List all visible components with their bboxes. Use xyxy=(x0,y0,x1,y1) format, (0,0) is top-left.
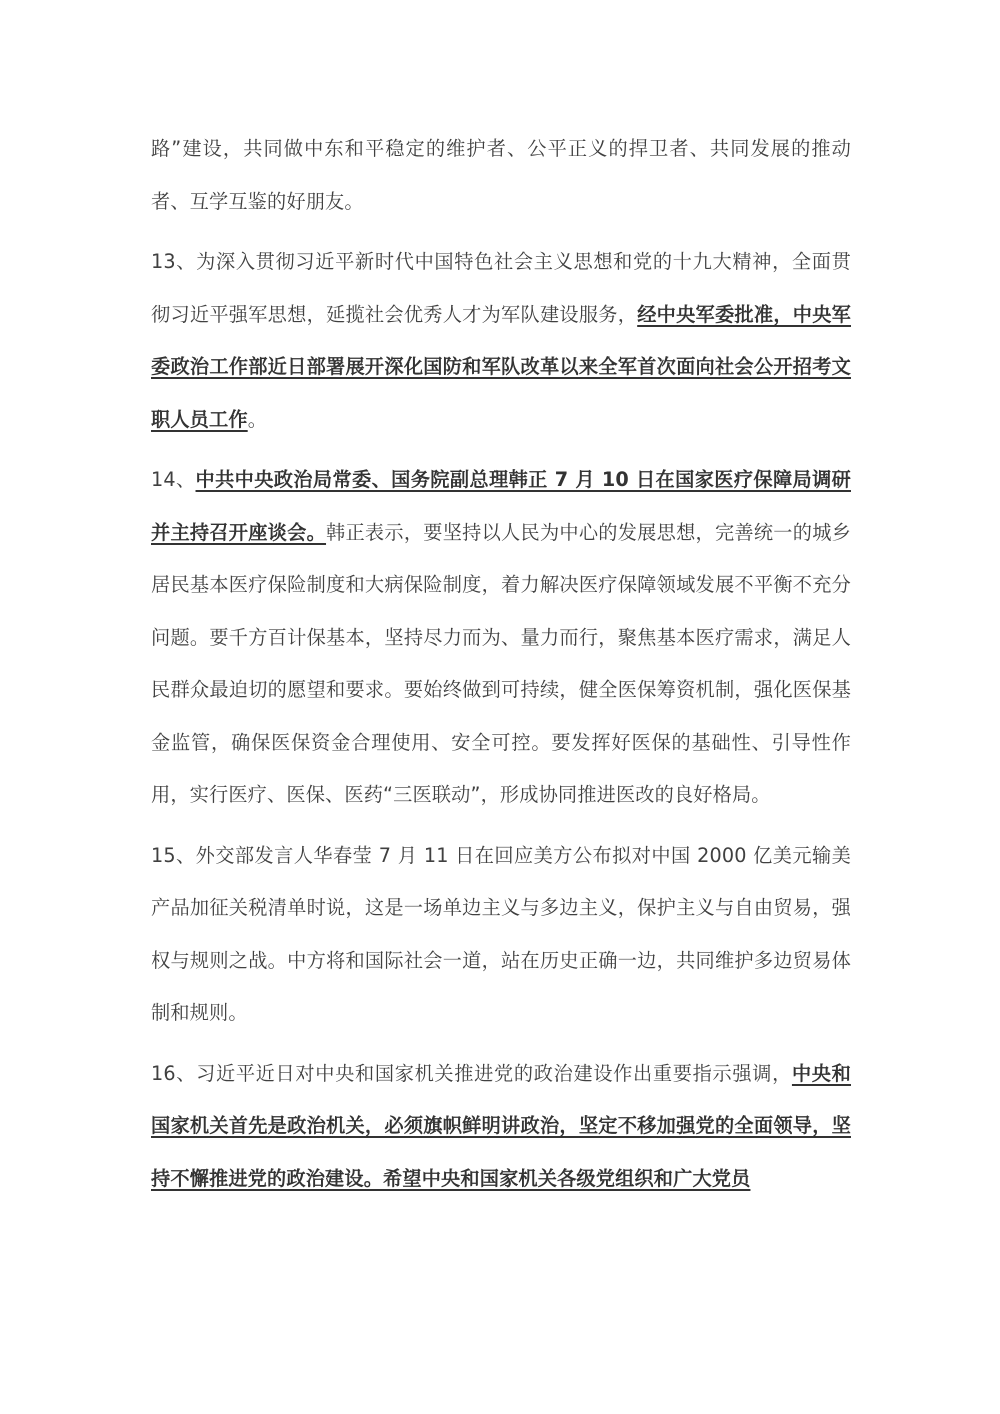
paragraph-text: 14、 xyxy=(151,468,196,491)
paragraph-13 xyxy=(151,236,851,446)
paragraph-15 xyxy=(151,830,851,1040)
paragraph-14 xyxy=(151,454,851,822)
paragraph-text: 13、为深入贯彻习近平新时代中国特色社会主义思想和党的十九大精神，全面贯彻习近平强军思想，延揽社会优秀人才为军队建设服务， xyxy=(151,250,851,326)
paragraph-text: 路”建设，共同做中东和平稳定的维护者、公平正义的捍卫者、共同发展的推动者、互学互鉴的好朋友。 xyxy=(151,137,851,213)
highlighted-text: 中共中央政治局常委、国务院副总理韩正 7 月 10 日在国家医疗保障局调研并主持召开座谈会。 xyxy=(151,468,851,544)
highlighted-text: 经中央军委批准，中央军委政治工作部近日部署展开深化国防和军队改革以来全军首次面向社会公开招考文职人员工作 xyxy=(151,302,851,431)
highlighted-text: 中央和国家机关首先是政治机关，必须旗帜鲜明讲政治，坚定不移加强党的全面领导，坚持不懈推进党的政治建设。希望中央和国家机关各级党组织和广大党员 xyxy=(151,1061,851,1190)
paragraph-text: 。 xyxy=(247,407,268,431)
paragraph-text: 韩正表示，要坚持以人民为中心的发展思想，完善统一的城乡居民基本医疗保险制度和大病保险制度，着力解决医疗保障领域发展不平衡不充分问题。要千方百计保基本，坚持尽力而为、量力而行，聚焦基本医疗需求，满足人民群众最迫切的愿望和要求。要始终做到可持续，健全医保筹资机制，强化医保基金监管，确保医保资金合理使用、安全可控。要发挥好医保的基础性、引导性作用，实行医疗、医保、医药“三医联动”，形成协同推进医改的良好格局。 xyxy=(151,520,851,806)
document-page xyxy=(151,123,851,1213)
paragraph-16 xyxy=(151,1048,851,1206)
paragraph-12-continuation xyxy=(151,123,851,228)
paragraph-text: 16、习近平近日对中央和国家机关推进党的政治建设作出重要指示强调， xyxy=(151,1061,792,1085)
paragraph-text: 15、外交部发言人华春莹 7 月 11 日在回应美方公布拟对中国 2000 亿美元输美产品加征关税清单时说，这是一场单边主义与多边主义，保护主义与自由贸易，强权与规则之战。中方将和国际社会一道，站在历史正确一边，共同维护多边贸易体制和规则。 xyxy=(151,843,851,1024)
